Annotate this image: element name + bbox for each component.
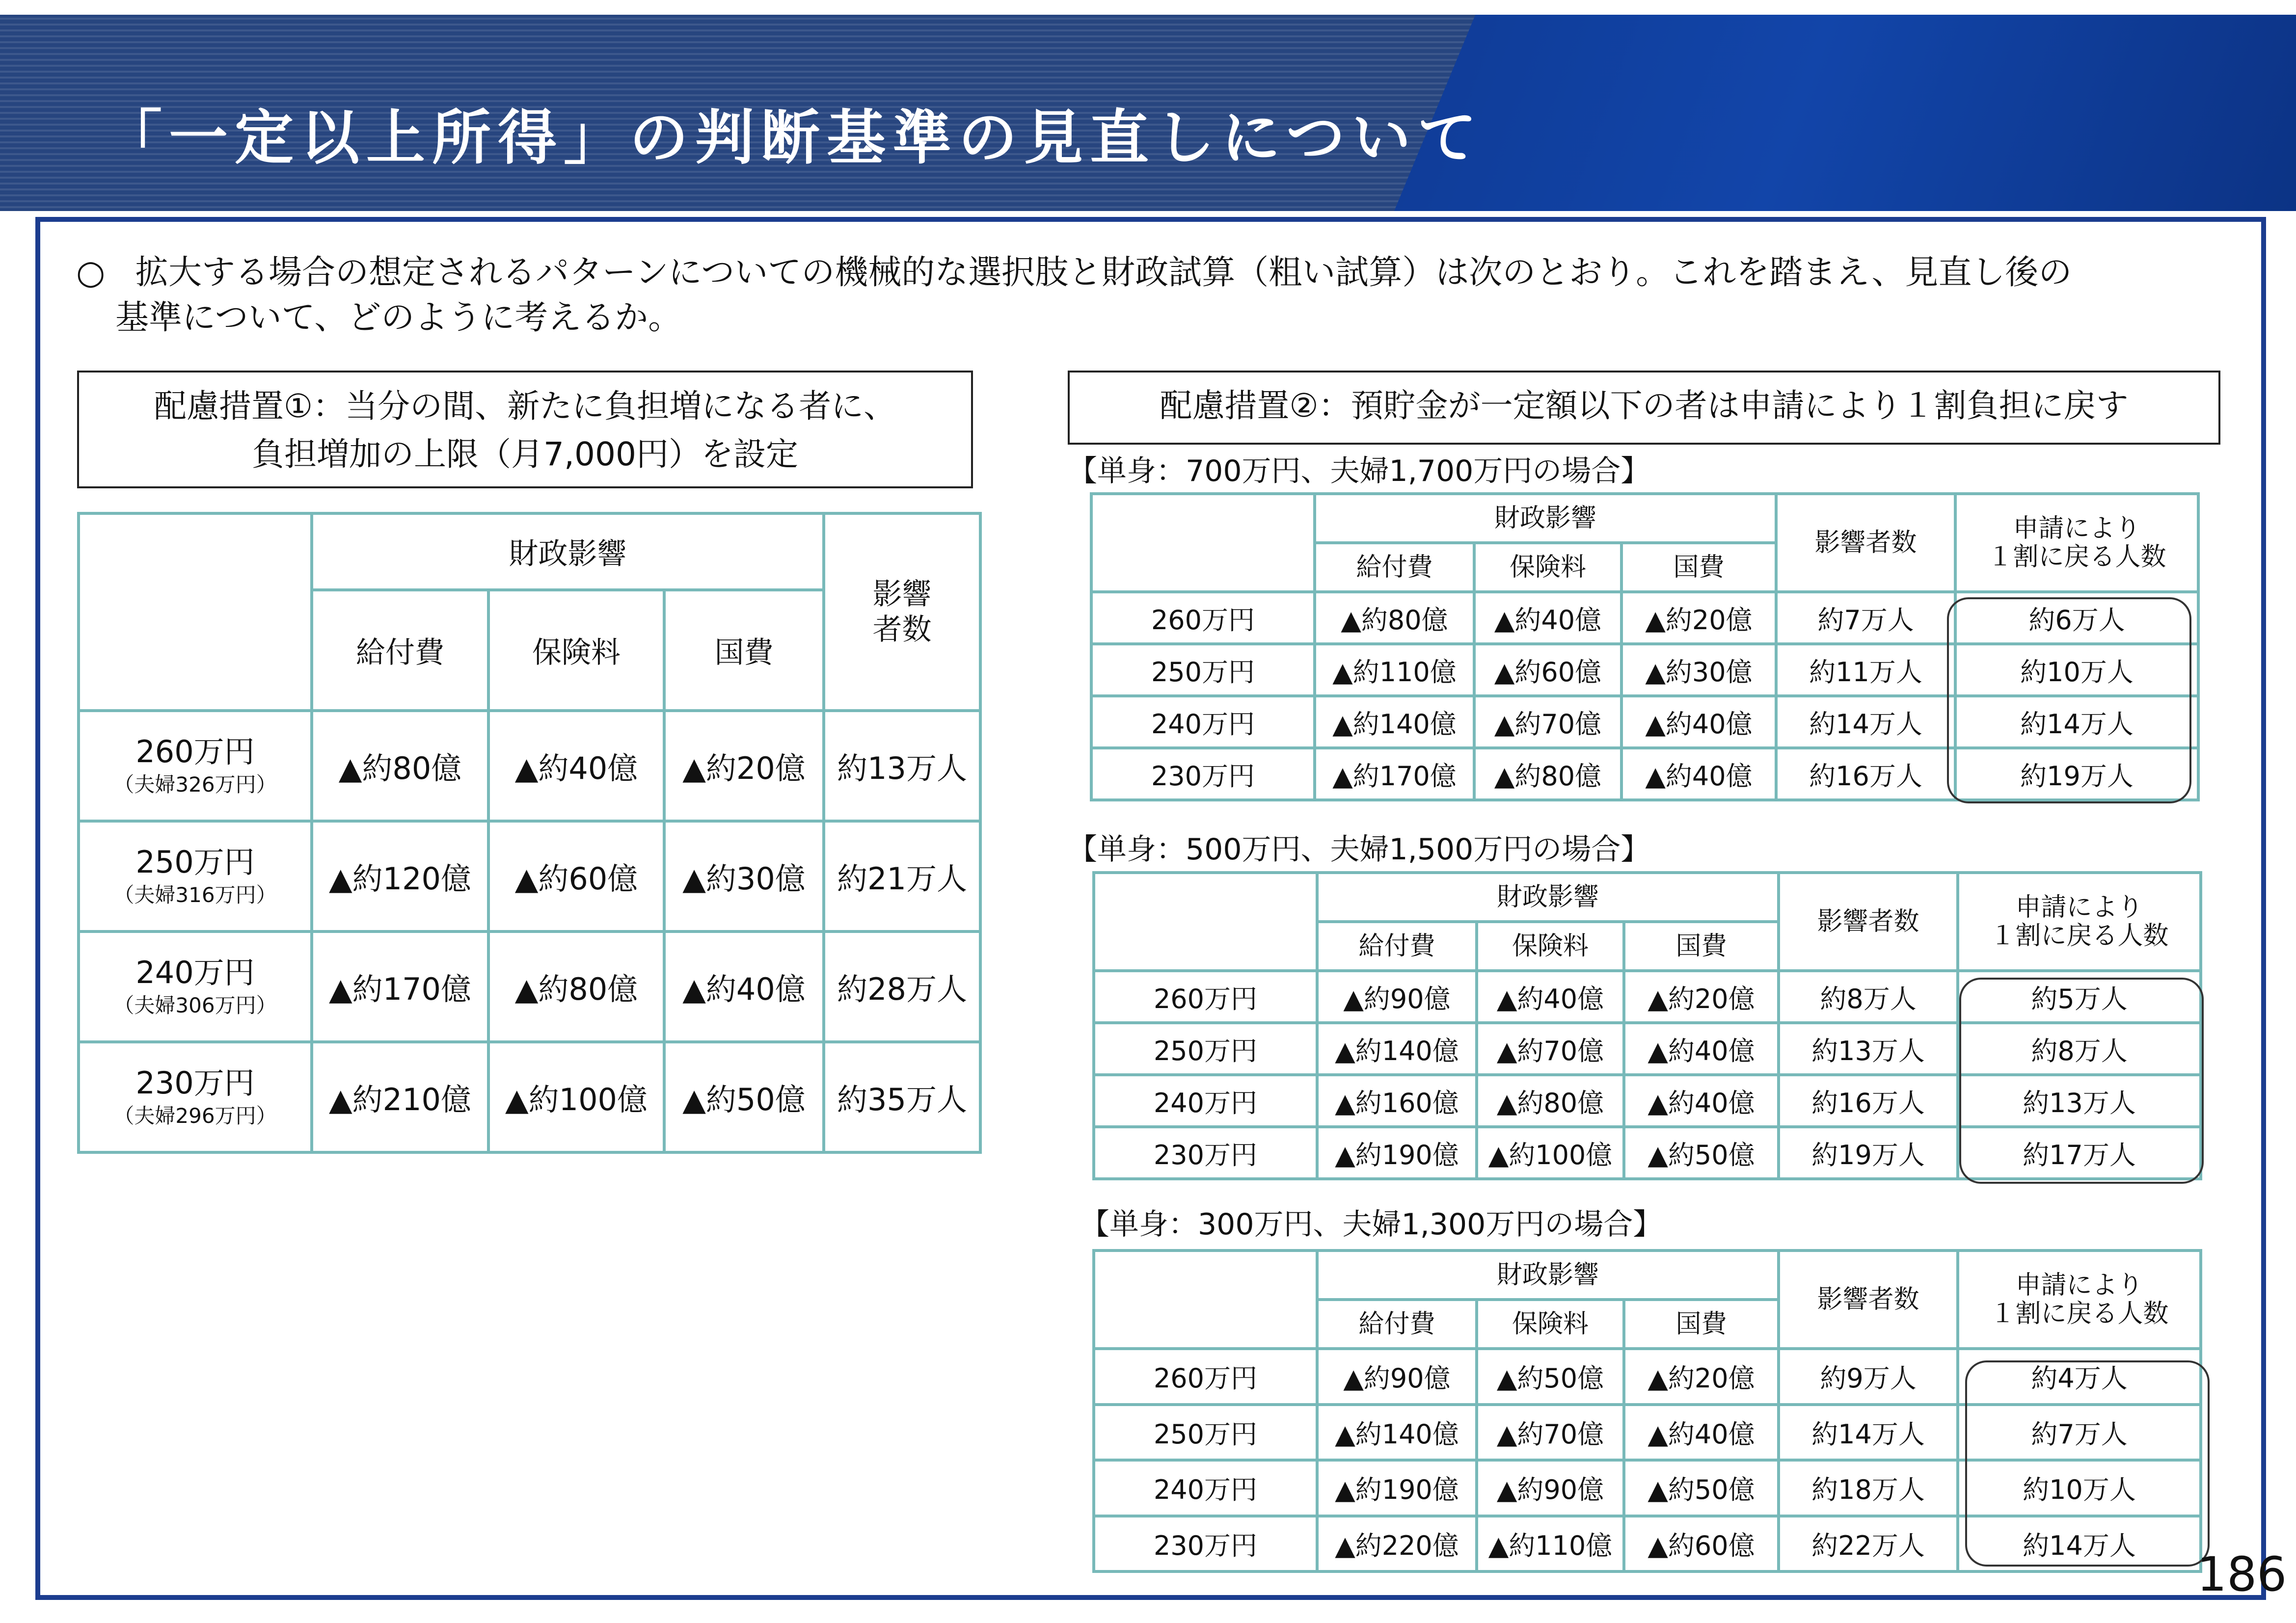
header-fiscal-impact: 財政影響	[1317, 873, 1779, 922]
benefit-cell: ▲約170億	[1315, 748, 1474, 800]
income-cell: 240万円 （夫婦306万円）	[79, 931, 312, 1042]
affected-cell: 約11万人	[1776, 644, 1955, 696]
banner-accent	[1394, 15, 2296, 211]
premium-cell: ▲約40億	[488, 711, 664, 821]
premium-cell: ▲約60億	[1474, 644, 1621, 696]
income-cell: 260万円	[1094, 1349, 1317, 1405]
table-row	[1091, 592, 2198, 644]
header-premium: 保険料	[1477, 1300, 1624, 1349]
affected-cell: 約16万人	[1779, 1075, 1958, 1127]
table-row	[1094, 1349, 2201, 1405]
benefit-cell: ▲約140億	[1317, 1023, 1477, 1075]
measure2-heading: 配慮措置②：預貯金が一定額以下の者は申請により１割負担に戻す	[1068, 371, 2220, 445]
premium-cell: ▲約100億	[1477, 1127, 1624, 1179]
apply-return-cell: 約17万人	[1958, 1127, 2201, 1179]
header-apply-return	[1958, 873, 2201, 971]
premium-cell: ▲約40億	[1474, 592, 1621, 644]
table-caption: 【単身：300万円、夫婦1,300万円の場合】	[1080, 1207, 1663, 1242]
benefit-cell: ▲約80億	[312, 711, 488, 821]
header-fiscal-impact: 財政影響	[1315, 494, 1776, 543]
table-row	[1094, 1127, 2201, 1179]
affected-cell: 約22万人	[1779, 1516, 1958, 1572]
premium-cell: ▲約110億	[1477, 1516, 1624, 1572]
header-apply-return	[1958, 1251, 2201, 1349]
intro-line-2: 基準について、どのように考えるか。	[115, 298, 682, 337]
benefit-cell: ▲約170億	[312, 931, 488, 1042]
header-benefit: 給付費	[1315, 543, 1474, 592]
table-caption: 【単身：700万円、夫婦1,700万円の場合】	[1068, 454, 1650, 488]
header-apply-line-2: １割に戻る人数	[1990, 1299, 2169, 1329]
affected-cell: 約16万人	[1776, 748, 1955, 800]
measure2-table	[1092, 871, 2202, 1180]
header-apply-line-1: 申請により	[2015, 893, 2143, 922]
header-benefit: 給付費	[312, 590, 488, 711]
benefit-cell: ▲約160億	[1317, 1075, 1477, 1127]
apply-return-cell: 約14万人	[1958, 1516, 2201, 1572]
bullet-icon: ○	[76, 253, 106, 292]
table-row	[1094, 971, 2201, 1023]
table-caption: 【単身：500万円、夫婦1,500万円の場合】	[1068, 832, 1650, 867]
national-cell: ▲約40億	[1621, 748, 1776, 800]
header-apply-line-2: １割に戻る人数	[1990, 921, 2169, 951]
apply-return-cell: 約13万人	[1958, 1075, 2201, 1127]
income-cell: 240万円	[1091, 696, 1315, 748]
affected-cell: 約14万人	[1776, 696, 1955, 748]
income-cell: 240万円	[1094, 1460, 1317, 1516]
affected-cell: 約13万人	[1779, 1023, 1958, 1075]
apply-return-cell: 約4万人	[1958, 1349, 2201, 1405]
income-cell: 230万円	[1094, 1516, 1317, 1572]
premium-cell: ▲約100億	[488, 1042, 664, 1152]
benefit-cell: ▲約210億	[312, 1042, 488, 1152]
header-affected: 影響 者数	[824, 513, 980, 711]
national-cell: ▲約50億	[1624, 1460, 1779, 1516]
benefit-cell: ▲約120億	[312, 821, 488, 931]
header-apply-line-2: １割に戻る人数	[1987, 542, 2166, 572]
national-cell: ▲約40億	[1624, 1405, 1779, 1461]
apply-return-cell: 約8万人	[1958, 1023, 2201, 1075]
affected-cell: 約28万人	[824, 931, 980, 1042]
income-cell: 230万円	[1094, 1127, 1317, 1179]
premium-cell: ▲約80億	[1477, 1075, 1624, 1127]
premium-cell: ▲約80億	[1474, 748, 1621, 800]
header-national: 国費	[1624, 922, 1779, 971]
header-fiscal-impact: 財政影響	[312, 513, 824, 590]
income-cell: 250万円	[1091, 644, 1315, 696]
income-cell: 240万円	[1094, 1075, 1317, 1127]
corner-cell	[1094, 873, 1317, 971]
header-apply-line-1: 申請により	[2015, 1271, 2143, 1300]
apply-return-cell: 約7万人	[1958, 1405, 2201, 1461]
apply-return-cell: 約14万人	[1955, 696, 2198, 748]
header-national: 国費	[664, 590, 824, 711]
table-row	[1094, 1075, 2201, 1127]
benefit-cell: ▲約220億	[1317, 1516, 1477, 1572]
affected-cell: 約7万人	[1776, 592, 1955, 644]
income-cell: 230万円	[1091, 748, 1315, 800]
income-cell: 260万円 （夫婦326万円）	[79, 711, 312, 821]
income-cell: 260万円	[1094, 971, 1317, 1023]
premium-cell: ▲約70億	[1474, 696, 1621, 748]
affected-cell: 約8万人	[1779, 971, 1958, 1023]
measure1-heading	[77, 371, 973, 488]
header-affected: 影響者数	[1776, 494, 1955, 592]
page-number: 186	[2197, 1547, 2287, 1602]
affected-cell: 約13万人	[824, 711, 980, 821]
national-cell: ▲約20億	[664, 711, 824, 821]
premium-cell: ▲約90億	[1477, 1460, 1624, 1516]
income-cell: 250万円 （夫婦316万円）	[79, 821, 312, 931]
apply-return-cell: 約19万人	[1955, 748, 2198, 800]
page-title: 「一定以上所得」の判断基準の見直しについて	[103, 104, 1484, 172]
table-row	[1091, 696, 2198, 748]
national-cell: ▲約30億	[664, 821, 824, 931]
table-row	[1091, 644, 2198, 696]
header-benefit: 給付費	[1317, 1300, 1477, 1349]
intro-line-1: 拡大する場合の想定されるパターンについての機械的な選択肢と財政試算（粗い試算）は次のとおり。これを踏まえ、見直し後の	[135, 253, 2072, 292]
apply-return-cell: 約10万人	[1958, 1460, 2201, 1516]
corner-cell	[1091, 494, 1315, 592]
table-row	[79, 931, 980, 1042]
measure2-table	[1090, 492, 2200, 801]
header-affected: 影響者数	[1779, 1251, 1958, 1349]
table-row	[1094, 1023, 2201, 1075]
benefit-cell: ▲約90億	[1317, 971, 1477, 1023]
national-cell: ▲約50億	[1624, 1127, 1779, 1179]
affected-cell: 約9万人	[1779, 1349, 1958, 1405]
header-apply-return	[1955, 494, 2198, 592]
table-row	[1094, 1460, 2201, 1516]
measure2-table	[1092, 1249, 2202, 1573]
table-row	[79, 821, 980, 931]
header-premium: 保険料	[488, 590, 664, 711]
benefit-cell: ▲約190億	[1317, 1460, 1477, 1516]
premium-cell: ▲約70億	[1477, 1023, 1624, 1075]
national-cell: ▲約20億	[1621, 592, 1776, 644]
header-fiscal-impact: 財政影響	[1317, 1251, 1779, 1300]
affected-cell: 約14万人	[1779, 1405, 1958, 1461]
apply-return-cell: 約6万人	[1955, 592, 2198, 644]
header-affected: 影響者数	[1779, 873, 1958, 971]
national-cell: ▲約20億	[1624, 971, 1779, 1023]
measure1-line-2: 負担増加の上限（月7,000円）を設定	[252, 435, 798, 473]
national-cell: ▲約30億	[1621, 644, 1776, 696]
premium-cell: ▲約50億	[1477, 1349, 1624, 1405]
header-premium: 保険料	[1477, 922, 1624, 971]
benefit-cell: ▲約190億	[1317, 1127, 1477, 1179]
benefit-cell: ▲約90億	[1317, 1349, 1477, 1405]
national-cell: ▲約40億	[1624, 1023, 1779, 1075]
national-cell: ▲約60億	[1624, 1516, 1779, 1572]
apply-return-cell: 約10万人	[1955, 644, 2198, 696]
header-premium: 保険料	[1474, 543, 1621, 592]
table-row	[1094, 1405, 2201, 1461]
premium-cell: ▲約70億	[1477, 1405, 1624, 1461]
income-cell: 250万円	[1094, 1405, 1317, 1461]
affected-cell: 約21万人	[824, 821, 980, 931]
benefit-cell: ▲約110億	[1315, 644, 1474, 696]
affected-cell: 約19万人	[1779, 1127, 1958, 1179]
national-cell: ▲約50億	[664, 1042, 824, 1152]
national-cell: ▲約40億	[664, 931, 824, 1042]
national-cell: ▲約20億	[1624, 1349, 1779, 1405]
header-national: 国費	[1621, 543, 1776, 592]
apply-return-cell: 約5万人	[1958, 971, 2201, 1023]
table-row	[1094, 1516, 2201, 1572]
affected-cell: 約18万人	[1779, 1460, 1958, 1516]
premium-cell: ▲約60億	[488, 821, 664, 931]
table-row	[1091, 748, 2198, 800]
intro-text	[76, 250, 2226, 341]
benefit-cell: ▲約140億	[1317, 1405, 1477, 1461]
title-banner	[0, 0, 2296, 211]
benefit-cell: ▲約140億	[1315, 696, 1474, 748]
income-cell: 260万円	[1091, 592, 1315, 644]
header-national: 国費	[1624, 1300, 1779, 1349]
corner-cell	[79, 513, 312, 711]
income-cell: 250万円	[1094, 1023, 1317, 1075]
measure1-line-1: 配慮措置①：当分の間、新たに負担増になる者に、	[154, 387, 896, 425]
premium-cell: ▲約40億	[1477, 971, 1624, 1023]
national-cell: ▲約40億	[1621, 696, 1776, 748]
income-cell: 230万円 （夫婦296万円）	[79, 1042, 312, 1152]
header-apply-line-1: 申請により	[2013, 514, 2141, 543]
national-cell: ▲約40億	[1624, 1075, 1779, 1127]
table-row	[79, 711, 980, 821]
table-row	[79, 1042, 980, 1152]
benefit-cell: ▲約80億	[1315, 592, 1474, 644]
premium-cell: ▲約80億	[488, 931, 664, 1042]
measure1-table	[77, 512, 982, 1154]
header-benefit: 給付費	[1317, 922, 1477, 971]
affected-cell: 約35万人	[824, 1042, 980, 1152]
corner-cell	[1094, 1251, 1317, 1349]
